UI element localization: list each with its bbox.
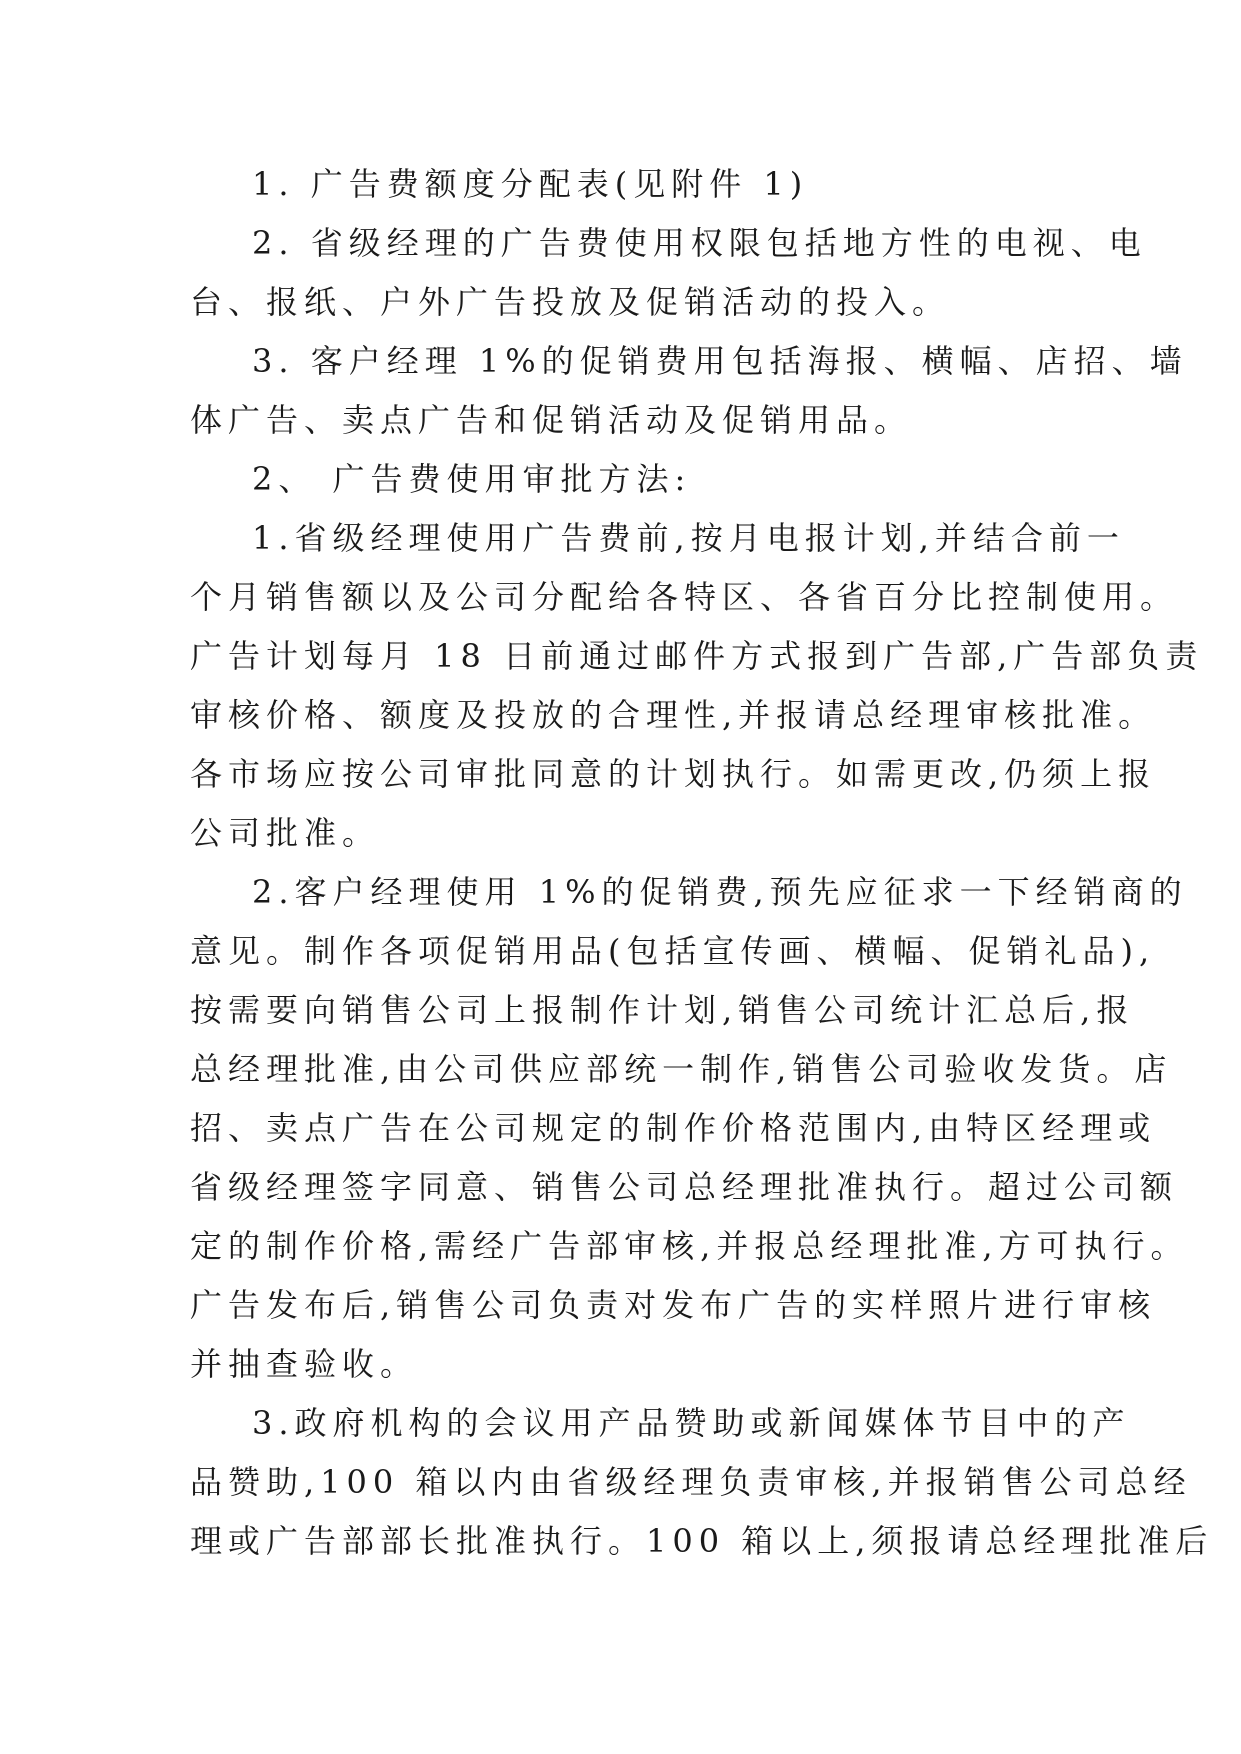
text-line: 理或广告部部长批准执行。100 箱以上,须报请总经理批准后: [190, 1522, 1214, 1560]
text-line: 品赞助,100 箱以内由省级经理负责审核,并报销售公司总经: [190, 1463, 1192, 1501]
text-line: 体广告、卖点广告和促销活动及促销用品。: [190, 401, 913, 439]
text-line: 审核价格、额度及投放的合理性,并报请总经理审核批准。: [190, 696, 1157, 734]
text-line: 总经理批准,由公司供应部统一制作,销售公司验收发货。店: [190, 1050, 1173, 1088]
text-line: 个月销售额以及公司分配给各特区、各省百分比控制使用。: [190, 578, 1179, 616]
text-line: 定的制作价格,需经广告部审核,并报总经理批准,方可执行。: [190, 1227, 1189, 1265]
text-line: 广告发布后,销售公司负责对发布广告的实样照片进行审核: [190, 1286, 1157, 1324]
text-line: 台、报纸、户外广告投放及促销活动的投入。: [190, 283, 951, 321]
text-line: 2. 省级经理的广告费使用权限包括地方性的电视、电: [252, 224, 1147, 262]
text-line: 各市场应按公司审批同意的计划执行。如需更改,仍须上报: [190, 755, 1157, 793]
text-line: 招、卖点广告在公司规定的制作价格范围内,由特区经理或: [190, 1109, 1157, 1147]
text-line: 2.客户经理使用 1%的促销费,预先应征求一下经销商的: [252, 873, 1188, 911]
text-line: 1. 广告费额度分配表(见附件 1): [252, 165, 809, 203]
text-line: 公司批准。: [190, 814, 381, 852]
text-line: 3.政府机构的会议用产品赞助或新闻媒体节目中的产: [252, 1404, 1131, 1442]
text-line: 广告计划每月 18 日前通过邮件方式报到广告部,广告部负责: [190, 637, 1204, 675]
text-line: 意见。制作各项促销用品(包括宣传画、横幅、促销礼品),: [190, 932, 1156, 970]
text-line: 按需要向销售公司上报制作计划,销售公司统计汇总后,报: [190, 991, 1135, 1029]
text-line: 并抽查验收。: [190, 1345, 419, 1383]
text-line: 3. 客户经理 1%的促销费用包括海报、横幅、店招、墙: [252, 342, 1188, 380]
text-line: 省级经理签字同意、销售公司总经理批准执行。超过公司额: [190, 1168, 1179, 1206]
text-line: 1.省级经理使用广告费前,按月电报计划,并结合前一: [252, 519, 1125, 557]
section-heading: 2、 广告费使用审批方法:: [252, 460, 692, 498]
